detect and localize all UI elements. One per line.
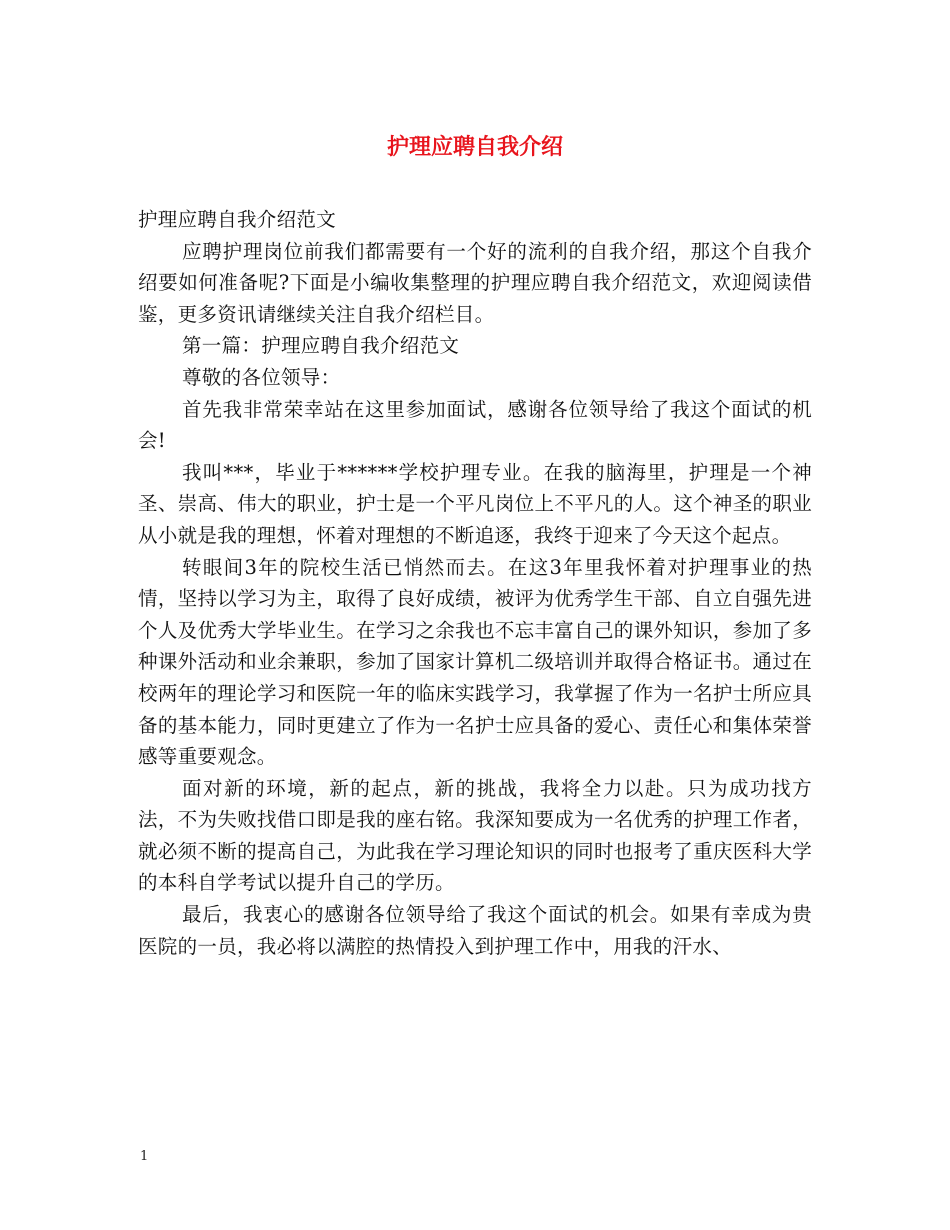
subtitle: 护理应聘自我介绍范文: [138, 208, 337, 231]
paragraph-section-heading: 第一篇：护理应聘自我介绍范文: [182, 334, 460, 358]
paragraph-closing: 最后，我衷心的感谢各位领导给了我这个面试的机会。如果有幸成为贵医院的一员，我必将以满腔的热情投入到护理工作中，用我的汗水、: [138, 903, 812, 958]
paragraph-background: 我叫***，毕业于******学校护理专业。在我的脑海里，护理是一个神圣、崇高、伟大的职业，护士是一个平凡岗位上不平凡的人。这个神圣的职业从小就是我的理想，怀着对理想的不断追逐，我终于迎来了今天这个起点。: [138, 460, 812, 547]
paragraph-motto: 面对新的环境，新的起点，新的挑战，我将全力以赴。只为成功找方法，不为失败找借口即是我的座右铭。我深知要成为一名优秀的护理工作者，就必须不断的提高自己，为此我在学习理论知识的同时也报考了重庆医科大学的本科自学考试以提升自己的学历。: [138, 776, 812, 895]
page-title: 护理应聘自我介绍: [386, 134, 563, 160]
page-number: 1: [140, 1149, 149, 1164]
paragraph-education: 转眼间3年的院校生活已悄然而去。在这3年里我怀着对护理事业的热情，坚持以学习为主，取得了良好成绩，被评为优秀学生干部、自立自强先进个人及优秀大学毕业生。在学习之余我也不忘丰富自己的课外知识，参加了多种课外活动和业余兼职，参加了国家计算机二级培训并取得合格证书。通过在校两年的理论学习和医院一年的临床实践学习，我掌握了作为一名护士所应具备的基本能力，同时更建立了作为一名护士应具备的爱心、责任心和集体荣誉感等重要观念。: [138, 555, 812, 769]
paragraph-salutation: 尊敬的各位领导：: [182, 365, 341, 389]
document-body: [138, 204, 812, 962]
paragraph-intro: 应聘护理岗位前我们都需要有一个好的流利的自我介绍，那这个自我介绍要如何准备呢?下面是小编收集整理的护理应聘自我介绍范文，欢迎阅读借鉴，更多资讯请继续关注自我介绍栏目。: [138, 239, 812, 326]
paragraph-opening: 首先我非常荣幸站在这里参加面试，感谢各位领导给了我这个面试的机会!: [138, 397, 812, 453]
